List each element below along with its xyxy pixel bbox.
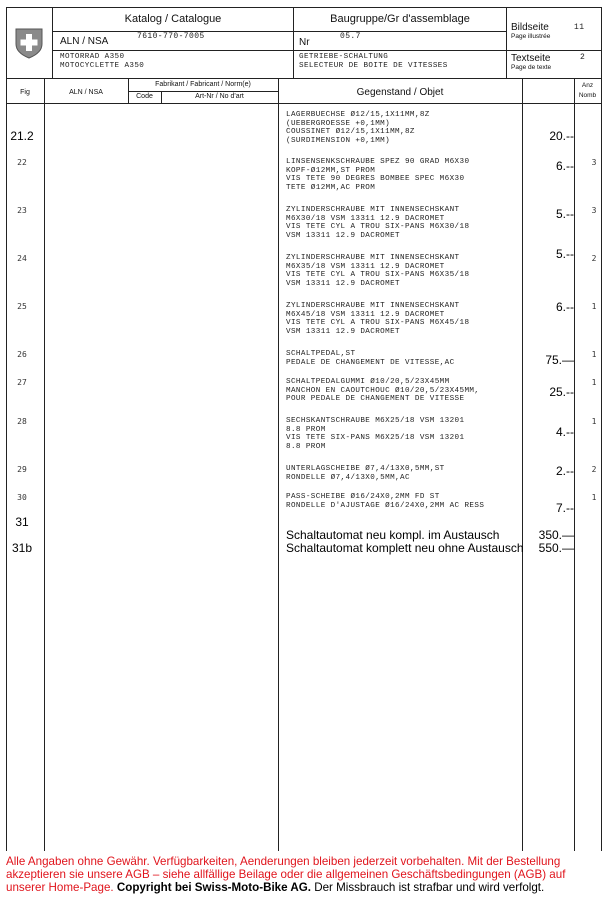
- col-line-aln: [128, 78, 129, 104]
- header-mid-line: [52, 50, 602, 51]
- row-quantity: 2: [591, 254, 597, 263]
- header-divider-3: [506, 7, 507, 79]
- row-quantity: 2: [591, 465, 597, 474]
- col-code: Code: [136, 93, 153, 100]
- aln-value: 7610-770-7005: [137, 32, 205, 41]
- row-fig: 22: [17, 158, 27, 167]
- col-line-code: [161, 91, 162, 104]
- row-price: 550.—: [538, 541, 574, 555]
- row-fig: 24: [17, 254, 27, 263]
- row-description: SCHALTPEDAL,ST PEDALE DE CHANGEMENT DE VITESSE,AC: [286, 350, 455, 367]
- row-price: 20.--: [549, 129, 574, 143]
- textseite-value: 2: [580, 53, 586, 62]
- row-fig: 31b: [11, 541, 33, 555]
- row-description: ZYLINDERSCHRAUBE MIT INNENSECHSKANT M6X30/18 VSM 13311 12.9 DACROMET VIS TETE CYL A TROU SIX-PANS M6X30/18 VSM 13311 12.9 DACROMET: [286, 206, 470, 240]
- group-title: Baugruppe/Gr d'assemblage: [330, 13, 470, 25]
- column-header-bottom-line: [6, 103, 602, 104]
- row-quantity: 1: [591, 493, 597, 502]
- model-line-2: MOTOCYCLETTE A350: [60, 62, 145, 70]
- col-line-fig: [44, 78, 45, 851]
- row-quantity: 1: [591, 417, 597, 426]
- row-description: LINSENSENKSCHRAUBE SPEZ 90 GRAD M6X30 KOPF-Ø12MM,ST PROM VIS TETE 90 DEGRES BOMBEE SPEC M6X30 TETE Ø12MM,AC PROM: [286, 158, 470, 192]
- row-price: 7.--: [556, 501, 574, 515]
- fabrikant-sub-line: [128, 91, 278, 92]
- row-quantity: 3: [591, 206, 597, 215]
- footer-red-text: Alle Angaben ohne Gewähr. Verfügbarkeiten, Aenderungen bleiben jederzeit vorbehalten. Mit der Bestellung akzeptieren sie unsere AGB – siehe allfällige Beilage oder die allgemeinen Geschäftsbedingungen (AGB) auf unserer Home-Page.: [6, 855, 566, 894]
- frame-top: [6, 7, 602, 8]
- row-price: 5.--: [556, 207, 574, 221]
- catalog-title: Katalog / Catalogue: [124, 13, 222, 25]
- row-description: Schaltautomat komplett neu ohne Austausch: [286, 541, 524, 555]
- row-quantity: 1: [591, 378, 597, 387]
- col-line-gegenstand: [278, 78, 279, 851]
- row-quantity: 1: [591, 302, 597, 311]
- row-fig: 26: [17, 350, 27, 359]
- swiss-cross-icon: [14, 27, 44, 59]
- row-price: 6.--: [556, 300, 574, 314]
- row-fig: 27: [17, 378, 27, 387]
- row-price: 350.—: [538, 528, 574, 542]
- row-price: 6.--: [556, 159, 574, 173]
- col-gegenstand: Gegenstand / Objet: [356, 87, 444, 98]
- nr-value: 05.7: [340, 32, 361, 41]
- row-fig: 25: [17, 302, 27, 311]
- row-description: SECHSKANTSCHRAUBE M6X25/18 VSM 13201 8.8 PROM VIS TETE SIX-PANS M6X25/18 VSM 13201 8.8 PROM: [286, 417, 465, 451]
- nr-label: Nr: [299, 37, 310, 48]
- group-line-2: SELECTEUR DE BOITE DE VITESSES: [299, 62, 448, 70]
- textseite-sub: Page de texte: [511, 64, 552, 71]
- model-line-1: MOTORRAD A350: [60, 53, 125, 61]
- row-description: UNTERLAGSCHEIBE Ø7,4/13X0,5MM,ST RONDELLE Ø7,4/13X0,5MM,AC: [286, 465, 445, 482]
- row-fig: 30: [17, 493, 27, 502]
- row-price: 5.--: [556, 247, 574, 261]
- footer-copyright: Copyright bei Swiss-Moto-Bike AG.: [116, 881, 311, 894]
- group-line-1: GETRIEBE-SCHALTUNG: [299, 53, 389, 61]
- row-description: LAGERBUECHSE Ø12/15,1X11MM,8Z (UEBERGROESSE +0,1MM) COUSSINET Ø12/15,1X11MM,8Z (SURDIMENSION +0,1MM): [286, 111, 430, 145]
- col-fig: Fig: [20, 89, 30, 96]
- row-quantity: 1: [591, 350, 597, 359]
- bildseite-sub: Page illustrée: [511, 33, 551, 40]
- col-aln: ALN / NSA: [69, 89, 103, 96]
- row-price: 25.--: [549, 385, 574, 399]
- header-bottom-line: [6, 78, 602, 79]
- col-anz: Anz: [581, 82, 594, 89]
- row-price: 4.--: [556, 425, 574, 439]
- row-description: ZYLINDERSCHRAUBE MIT INNENSECHSKANT M6X35/18 VSM 13311 12.9 DACROMET VIS TETE CYL A TROU SIX-PANS M6X35/18 VSM 13311 12.9 DACROMET: [286, 254, 470, 288]
- frame-right: [601, 7, 602, 851]
- row-fig: 29: [17, 465, 27, 474]
- row-quantity: 3: [591, 158, 597, 167]
- swiss-cross-logo: [14, 27, 44, 59]
- textseite-label: Textseite: [511, 53, 551, 64]
- col-line-anz: [574, 78, 575, 851]
- footer-disclaimer: [6, 855, 602, 894]
- row-price: 75.—: [545, 353, 574, 367]
- row-fig: 31: [15, 515, 29, 529]
- col-nomb: Nomb: [578, 92, 597, 99]
- row-fig: 21.2: [10, 129, 34, 143]
- footer-misuse: Der Missbrauch ist strafbar und wird verfolgt.: [314, 881, 545, 894]
- row-description: PASS-SCHEIBE Ø16/24X0,2MM FD ST RONDELLE D'AJUSTAGE Ø16/24X0,2MM AC RESS: [286, 493, 485, 510]
- header-title-line: [52, 31, 506, 32]
- row-description: SCHALTPEDALGUMMI Ø10/20,5/23X45MM MANCHON EN CAOUTCHOUC Ø10/20,5/23X45MM, POUR PEDALE DE CHANGEMENT DE VITESSE: [286, 378, 480, 404]
- aln-label: ALN / NSA: [60, 36, 109, 47]
- row-price: 2.--: [556, 464, 574, 478]
- row-description: Schaltautomat neu kompl. im Austausch: [286, 528, 500, 542]
- bildseite-value: 11: [574, 23, 585, 32]
- col-fabrikant: Fabrikant / Fabricant / Norm(e): [155, 81, 251, 88]
- row-fig: 23: [17, 206, 27, 215]
- bildseite-label: Bildseite: [511, 22, 549, 33]
- row-description: ZYLINDERSCHRAUBE MIT INNENSECHSKANT M6X45/18 VSM 13311 12.9 DACROMET VIS TETE CYL A TROU SIX-PANS M6X45/18 VSM 13311 12.9 DACROMET: [286, 302, 470, 336]
- col-artnr: Art-Nr / No d'art: [195, 93, 244, 100]
- row-fig: 28: [17, 417, 27, 426]
